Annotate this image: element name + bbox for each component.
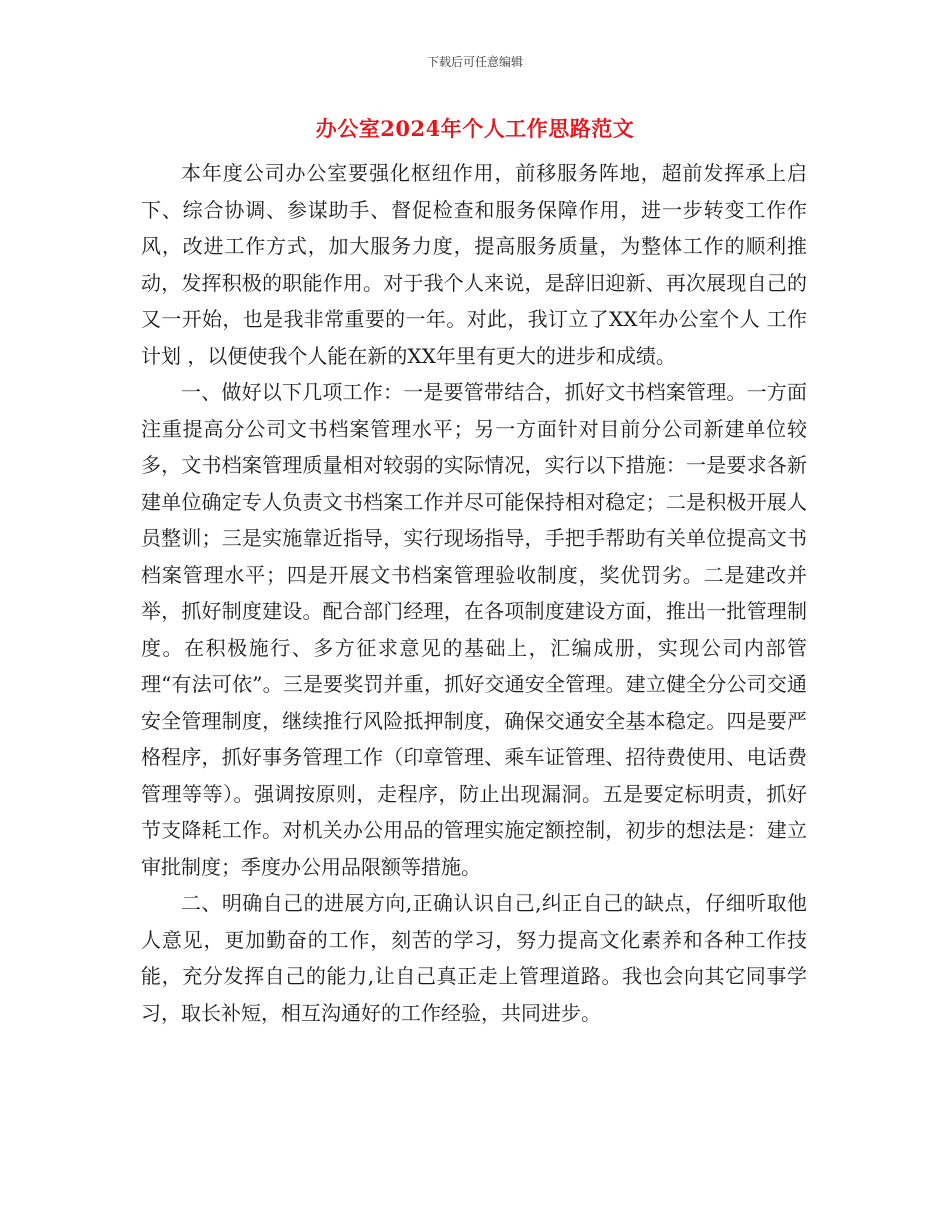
document-body xyxy=(141,155,807,1031)
document-title: 办公室2024年个人工作思路范文 xyxy=(315,116,635,141)
paragraph-intro: 本年度公司办公室要强化枢纽作用，前移服务阵地，超前发挥承上启下、综合协调、参谋助手、督促检查和服务保障作用，进一步转变工作作风，改进工作方式，加大服务力度，提高服务质量，为整体工作的顺利推动，发挥积极的职能作用。对于我个人来说，是辞旧迎新、再次展现自己的又一开始，也是我非常重要的一年。对此，我订立了XX年办公室个人 工作计划 ，以便使我个人能在新的XX年里有更大的进步和成绩。 xyxy=(141,161,807,368)
paragraph-section-one: 一、做好以下几项工作：一是要管带结合，抓好文书档案管理。一方面注重提高分公司文书档案管理水平；另一方面针对目前分公司新建单位较多，文书档案管理质量相对较弱的实际情况，实行以下措施：一是要求各新建单位确定专人负责文书档案工作并尽可能保持相对稳定；二是积极开展人员整训；三是实施靠近指导，实行现场指导，手把手帮助有关单位提高文书档案管理水平；四是开展文书档案管理验收制度，奖优罚劣。二是建改并举，抓好制度建设。配合部门经理，在各项制度建设方面，推出一批管理制度。在积极施行、多方征求意见的基础上，汇编成册，实现公司内部管理“有法可依”。三是要奖罚并重，抓好交通安全管理。建立健全分公司交通安全管理制度，继续推行风险抵押制度，确保交通安全基本稳定。四是要严格程序，抓好事务管理工作（印章管理、乘车证管理、招待费使用、电话费管理等等）。强调按原则，走程序，防止出现漏洞。五是要定标明责，抓好节支降耗工作。对机关办公用品的管理实施定额控制，初步的想法是：建立审批制度；季度办公用品限额等措施。 xyxy=(141,380,807,879)
header-note: 下载后可任意编辑 xyxy=(426,55,523,69)
paragraph-section-two: 二、明确自己的进展方向,正确认识自己,纠正自己的缺点，仔细听取他人意见，更加勤奋的工作，刻苦的学习，努力提高文化素养和各种工作技能，充分发挥自己的能力,让自己真正走上管理道路。我也会向其它同事学习，取长补短，相互沟通好的工作经验，共同进步。 xyxy=(141,891,807,1025)
